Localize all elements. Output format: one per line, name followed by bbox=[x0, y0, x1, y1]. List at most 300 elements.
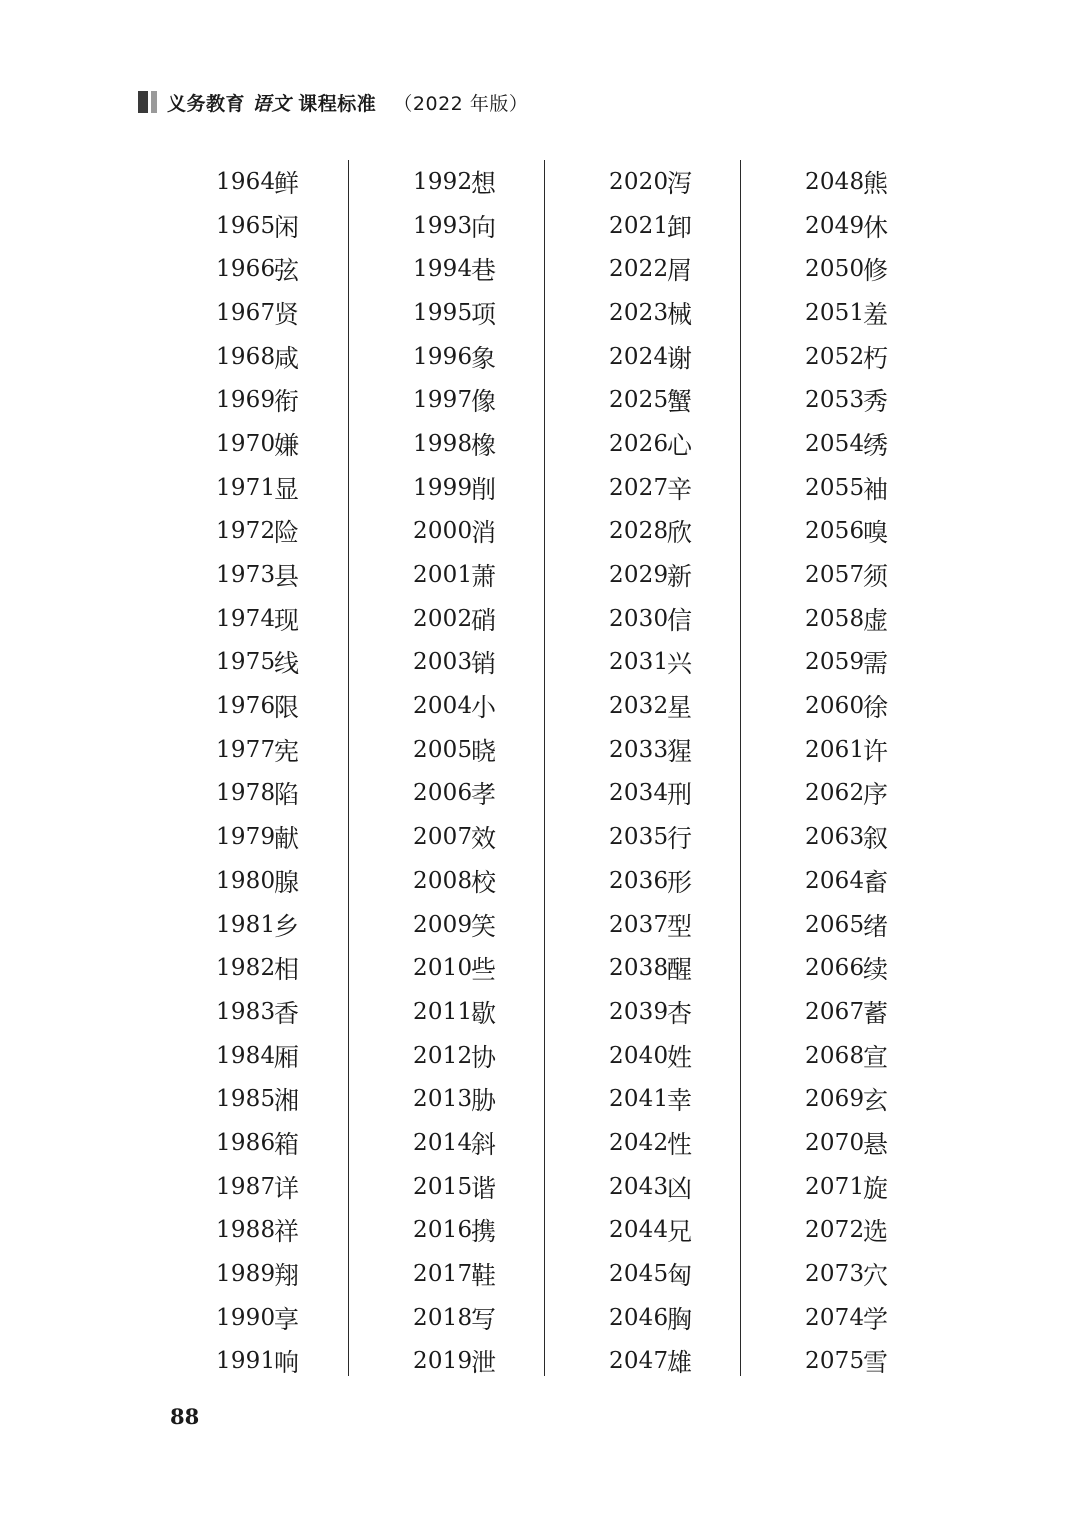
character-entry bbox=[216, 1165, 299, 1209]
entry-character: 贤 bbox=[274, 299, 300, 329]
entry-number: 2009 bbox=[413, 911, 473, 938]
entry-character: 选 bbox=[863, 1217, 889, 1247]
character-entry bbox=[216, 641, 299, 685]
entry-character: 翔 bbox=[274, 1261, 300, 1291]
entry-character: 信 bbox=[667, 605, 693, 635]
character-list bbox=[805, 160, 888, 1383]
character-column bbox=[544, 160, 740, 1376]
entry-number: 2074 bbox=[805, 1304, 865, 1331]
entry-character: 销 bbox=[471, 649, 497, 679]
entry-character: 旋 bbox=[863, 1173, 889, 1203]
entry-number: 1989 bbox=[216, 1261, 276, 1288]
character-entry bbox=[413, 1296, 496, 1340]
entry-number: 1971 bbox=[216, 474, 276, 501]
character-entry bbox=[413, 1077, 496, 1121]
entry-character: 玄 bbox=[863, 1086, 889, 1116]
entry-number: 1975 bbox=[216, 649, 276, 676]
entry-number: 2040 bbox=[609, 1042, 669, 1069]
entry-number: 2003 bbox=[413, 649, 473, 676]
character-entry bbox=[216, 1077, 299, 1121]
character-entry bbox=[413, 553, 496, 597]
entry-number: 1986 bbox=[216, 1129, 276, 1156]
entry-character: 显 bbox=[274, 474, 300, 504]
entry-number: 2066 bbox=[805, 955, 865, 982]
character-entry bbox=[216, 1034, 299, 1078]
entry-number: 2017 bbox=[413, 1261, 473, 1288]
entry-number: 1979 bbox=[216, 824, 276, 851]
character-entry bbox=[609, 903, 692, 947]
character-column bbox=[152, 160, 348, 1376]
entry-number: 2024 bbox=[609, 343, 669, 370]
entry-number: 1988 bbox=[216, 1217, 276, 1244]
entry-number: 2007 bbox=[413, 824, 473, 851]
entry-number: 1983 bbox=[216, 998, 276, 1025]
character-entry bbox=[413, 1209, 496, 1253]
entry-character: 县 bbox=[274, 562, 300, 592]
character-entry bbox=[413, 510, 496, 554]
character-entry bbox=[413, 466, 496, 510]
character-entry bbox=[216, 946, 299, 990]
character-entry bbox=[609, 160, 692, 204]
entry-number: 2026 bbox=[609, 430, 669, 457]
character-entry bbox=[805, 597, 888, 641]
entry-character: 宪 bbox=[274, 736, 300, 766]
entry-character: 秀 bbox=[863, 387, 889, 417]
page-number: 88 bbox=[170, 1404, 200, 1429]
entry-number: 2070 bbox=[805, 1129, 865, 1156]
entry-number: 1964 bbox=[216, 168, 276, 195]
entry-character: 衔 bbox=[274, 387, 300, 417]
entry-number: 2058 bbox=[805, 605, 865, 632]
entry-number: 2030 bbox=[609, 605, 669, 632]
entry-character: 嫌 bbox=[274, 430, 300, 460]
entry-character: 性 bbox=[667, 1129, 693, 1159]
character-entry bbox=[216, 335, 299, 379]
entry-number: 2073 bbox=[805, 1261, 865, 1288]
character-entry bbox=[609, 291, 692, 335]
entry-character: 歇 bbox=[471, 998, 497, 1028]
entry-character: 效 bbox=[471, 824, 497, 854]
character-entry bbox=[805, 466, 888, 510]
entry-number: 1973 bbox=[216, 562, 276, 589]
character-entry bbox=[805, 641, 888, 685]
character-entry bbox=[805, 291, 888, 335]
entry-number: 2060 bbox=[805, 693, 865, 720]
entry-character: 星 bbox=[667, 693, 693, 723]
book-edition: （2022 年版） bbox=[393, 92, 529, 115]
entry-number: 2048 bbox=[805, 168, 865, 195]
character-list bbox=[216, 160, 299, 1383]
character-entry bbox=[805, 1340, 888, 1384]
entry-character: 虚 bbox=[863, 605, 889, 635]
character-entry bbox=[216, 247, 299, 291]
character-entry bbox=[413, 1034, 496, 1078]
entry-number: 2062 bbox=[805, 780, 865, 807]
entry-character: 修 bbox=[863, 256, 889, 286]
entry-character: 险 bbox=[274, 518, 300, 548]
character-entry bbox=[805, 553, 888, 597]
character-entry bbox=[609, 1296, 692, 1340]
character-entry bbox=[216, 597, 299, 641]
entry-number: 1985 bbox=[216, 1086, 276, 1113]
entry-number: 2045 bbox=[609, 1261, 669, 1288]
entry-character: 湘 bbox=[274, 1086, 300, 1116]
entry-character: 蓄 bbox=[863, 998, 889, 1028]
character-entry bbox=[805, 946, 888, 990]
entry-character: 相 bbox=[274, 955, 300, 985]
character-entry bbox=[216, 1252, 299, 1296]
entry-number: 1993 bbox=[413, 212, 473, 239]
entry-character: 绣 bbox=[863, 430, 889, 460]
entry-number: 2054 bbox=[805, 430, 865, 457]
entry-number: 2072 bbox=[805, 1217, 865, 1244]
entry-character: 休 bbox=[863, 212, 889, 242]
entry-number: 2004 bbox=[413, 693, 473, 720]
entry-character: 箱 bbox=[274, 1129, 300, 1159]
character-list bbox=[609, 160, 692, 1383]
character-entry bbox=[609, 1077, 692, 1121]
entry-character: 悬 bbox=[863, 1129, 889, 1159]
character-entry bbox=[216, 815, 299, 859]
character-entry bbox=[609, 1340, 692, 1384]
character-entry bbox=[805, 422, 888, 466]
entry-character: 绪 bbox=[863, 911, 889, 941]
entry-character: 嗅 bbox=[863, 518, 889, 548]
entry-number: 2028 bbox=[609, 518, 669, 545]
entry-character: 徐 bbox=[863, 693, 889, 723]
character-entry bbox=[805, 1296, 888, 1340]
entry-character: 现 bbox=[274, 605, 300, 635]
entry-character: 咸 bbox=[274, 343, 300, 373]
entry-number: 1977 bbox=[216, 736, 276, 763]
entry-character: 宣 bbox=[863, 1042, 889, 1072]
character-entry bbox=[413, 946, 496, 990]
entry-character: 凶 bbox=[667, 1173, 693, 1203]
character-table bbox=[152, 160, 936, 1376]
entry-number: 2025 bbox=[609, 387, 669, 414]
entry-character: 屑 bbox=[667, 256, 693, 286]
character-entry bbox=[216, 1209, 299, 1253]
entry-character: 心 bbox=[667, 430, 693, 460]
entry-number: 1965 bbox=[216, 212, 276, 239]
character-entry bbox=[609, 1209, 692, 1253]
entry-number: 2016 bbox=[413, 1217, 473, 1244]
entry-character: 校 bbox=[471, 867, 497, 897]
entry-character: 熊 bbox=[863, 168, 889, 198]
entry-number: 1976 bbox=[216, 693, 276, 720]
character-entry bbox=[805, 510, 888, 554]
character-entry bbox=[805, 335, 888, 379]
entry-character: 蟹 bbox=[667, 387, 693, 417]
character-entry bbox=[413, 815, 496, 859]
entry-number: 1994 bbox=[413, 256, 473, 283]
entry-character: 学 bbox=[863, 1304, 889, 1334]
entry-number: 1969 bbox=[216, 387, 276, 414]
entry-number: 2044 bbox=[609, 1217, 669, 1244]
entry-number: 2051 bbox=[805, 299, 865, 326]
entry-character: 乡 bbox=[274, 911, 300, 941]
character-entry bbox=[609, 247, 692, 291]
entry-character: 小 bbox=[471, 693, 497, 723]
entry-character: 须 bbox=[863, 562, 889, 592]
entry-number: 1995 bbox=[413, 299, 473, 326]
entry-character: 享 bbox=[274, 1304, 300, 1334]
entry-character: 携 bbox=[471, 1217, 497, 1247]
character-entry bbox=[216, 990, 299, 1034]
entry-character: 形 bbox=[667, 867, 693, 897]
entry-character: 项 bbox=[471, 299, 497, 329]
entry-number: 2047 bbox=[609, 1348, 669, 1375]
character-entry bbox=[609, 466, 692, 510]
entry-character: 畜 bbox=[863, 867, 889, 897]
character-entry bbox=[805, 247, 888, 291]
entry-number: 2050 bbox=[805, 256, 865, 283]
entry-number: 1982 bbox=[216, 955, 276, 982]
entry-character: 限 bbox=[274, 693, 300, 723]
entry-character: 谢 bbox=[667, 343, 693, 373]
entry-number: 2027 bbox=[609, 474, 669, 501]
entry-character: 陷 bbox=[274, 780, 300, 810]
entry-number: 2013 bbox=[413, 1086, 473, 1113]
entry-character: 兴 bbox=[667, 649, 693, 679]
character-entry bbox=[216, 1340, 299, 1384]
entry-character: 弦 bbox=[274, 256, 300, 286]
character-entry bbox=[805, 772, 888, 816]
entry-number: 1991 bbox=[216, 1348, 276, 1375]
character-entry bbox=[805, 160, 888, 204]
entry-character: 辛 bbox=[667, 474, 693, 504]
character-entry bbox=[413, 990, 496, 1034]
entry-character: 羞 bbox=[863, 299, 889, 329]
entry-number: 2034 bbox=[609, 780, 669, 807]
character-entry bbox=[609, 946, 692, 990]
entry-character: 许 bbox=[863, 736, 889, 766]
entry-number: 1996 bbox=[413, 343, 473, 370]
entry-number: 2015 bbox=[413, 1173, 473, 1200]
entry-number: 2065 bbox=[805, 911, 865, 938]
entry-number: 2001 bbox=[413, 562, 473, 589]
entry-number: 1974 bbox=[216, 605, 276, 632]
entry-character: 醒 bbox=[667, 955, 693, 985]
character-entry bbox=[805, 1121, 888, 1165]
character-entry bbox=[609, 1252, 692, 1296]
entry-number: 2029 bbox=[609, 562, 669, 589]
character-entry bbox=[413, 772, 496, 816]
entry-number: 2056 bbox=[805, 518, 865, 545]
character-entry bbox=[216, 1296, 299, 1340]
character-entry bbox=[609, 641, 692, 685]
entry-character: 泄 bbox=[471, 1348, 497, 1378]
character-entry bbox=[609, 510, 692, 554]
book-title-main: 义务教育 bbox=[167, 92, 246, 115]
character-list bbox=[413, 160, 496, 1383]
entry-character: 详 bbox=[274, 1173, 300, 1203]
character-entry bbox=[413, 204, 496, 248]
header-mark-dark bbox=[138, 91, 148, 113]
entry-number: 2064 bbox=[805, 867, 865, 894]
character-entry bbox=[413, 903, 496, 947]
character-entry bbox=[216, 772, 299, 816]
entry-character: 姓 bbox=[667, 1042, 693, 1072]
entry-character: 续 bbox=[863, 955, 889, 985]
entry-character: 穴 bbox=[863, 1261, 889, 1291]
character-entry bbox=[216, 903, 299, 947]
entry-number: 2018 bbox=[413, 1304, 473, 1331]
character-entry bbox=[609, 772, 692, 816]
character-entry bbox=[805, 378, 888, 422]
running-header bbox=[138, 88, 528, 116]
entry-number: 1972 bbox=[216, 518, 276, 545]
entry-number: 1990 bbox=[216, 1304, 276, 1331]
entry-number: 2023 bbox=[609, 299, 669, 326]
entry-number: 2010 bbox=[413, 955, 473, 982]
entry-character: 泻 bbox=[667, 168, 693, 198]
character-entry bbox=[216, 291, 299, 335]
character-entry bbox=[609, 990, 692, 1034]
entry-character: 香 bbox=[274, 998, 300, 1028]
entry-number: 2022 bbox=[609, 256, 669, 283]
character-entry bbox=[413, 859, 496, 903]
character-entry bbox=[805, 859, 888, 903]
entry-number: 2041 bbox=[609, 1086, 669, 1113]
entry-number: 2021 bbox=[609, 212, 669, 239]
character-entry bbox=[413, 247, 496, 291]
entry-number: 2043 bbox=[609, 1173, 669, 1200]
entry-character: 谐 bbox=[471, 1173, 497, 1203]
entry-number: 2031 bbox=[609, 649, 669, 676]
entry-number: 2019 bbox=[413, 1348, 473, 1375]
entry-character: 写 bbox=[471, 1304, 497, 1334]
entry-number: 1967 bbox=[216, 299, 276, 326]
character-entry bbox=[413, 728, 496, 772]
character-entry bbox=[805, 1252, 888, 1296]
character-entry bbox=[413, 597, 496, 641]
character-entry bbox=[413, 1165, 496, 1209]
entry-character: 孝 bbox=[471, 780, 497, 810]
entry-number: 2069 bbox=[805, 1086, 865, 1113]
entry-number: 2075 bbox=[805, 1348, 865, 1375]
character-entry bbox=[609, 1165, 692, 1209]
character-entry bbox=[609, 684, 692, 728]
character-entry bbox=[609, 422, 692, 466]
character-entry bbox=[805, 1077, 888, 1121]
character-entry bbox=[609, 1121, 692, 1165]
entry-character: 需 bbox=[863, 649, 889, 679]
entry-number: 2014 bbox=[413, 1129, 473, 1156]
entry-number: 2055 bbox=[805, 474, 865, 501]
character-entry bbox=[609, 597, 692, 641]
entry-character: 袖 bbox=[863, 474, 889, 504]
entry-number: 2006 bbox=[413, 780, 473, 807]
character-entry bbox=[216, 466, 299, 510]
character-entry bbox=[609, 204, 692, 248]
entry-number: 2008 bbox=[413, 867, 473, 894]
entry-character: 鲜 bbox=[274, 168, 300, 198]
entry-character: 幸 bbox=[667, 1086, 693, 1116]
book-title-subject: 语文 bbox=[252, 92, 292, 115]
entry-character: 祥 bbox=[274, 1217, 300, 1247]
character-column bbox=[348, 160, 544, 1376]
entry-number: 2033 bbox=[609, 736, 669, 763]
character-entry bbox=[413, 1121, 496, 1165]
entry-character: 萧 bbox=[471, 562, 497, 592]
entry-character: 胸 bbox=[667, 1304, 693, 1334]
entry-number: 2011 bbox=[413, 998, 473, 1025]
entry-number: 1966 bbox=[216, 256, 276, 283]
entry-character: 闲 bbox=[274, 212, 300, 242]
character-entry bbox=[805, 204, 888, 248]
entry-number: 2057 bbox=[805, 562, 865, 589]
character-entry bbox=[216, 1121, 299, 1165]
entry-character: 斜 bbox=[471, 1129, 497, 1159]
character-entry bbox=[805, 1034, 888, 1078]
character-entry bbox=[805, 728, 888, 772]
entry-number: 2067 bbox=[805, 998, 865, 1025]
entry-number: 2053 bbox=[805, 387, 865, 414]
entry-character: 叙 bbox=[863, 824, 889, 854]
character-entry bbox=[216, 422, 299, 466]
entry-character: 硝 bbox=[471, 605, 497, 635]
character-entry bbox=[805, 903, 888, 947]
entry-character: 厢 bbox=[274, 1042, 300, 1072]
entry-number: 2068 bbox=[805, 1042, 865, 1069]
entry-character: 晓 bbox=[471, 736, 497, 766]
entry-number: 2000 bbox=[413, 518, 473, 545]
character-entry bbox=[805, 990, 888, 1034]
entry-character: 猩 bbox=[667, 736, 693, 766]
entry-number: 2005 bbox=[413, 736, 473, 763]
entry-character: 欣 bbox=[667, 518, 693, 548]
character-column bbox=[740, 160, 936, 1376]
character-entry bbox=[609, 859, 692, 903]
character-entry bbox=[413, 684, 496, 728]
character-entry bbox=[609, 1034, 692, 1078]
entry-number: 2036 bbox=[609, 867, 669, 894]
character-entry bbox=[413, 291, 496, 335]
character-entry bbox=[805, 1165, 888, 1209]
entry-number: 2002 bbox=[413, 605, 473, 632]
entry-number: 2059 bbox=[805, 649, 865, 676]
entry-character: 雪 bbox=[863, 1348, 889, 1378]
entry-character: 械 bbox=[667, 299, 693, 329]
entry-character: 杏 bbox=[667, 998, 693, 1028]
character-entry bbox=[216, 859, 299, 903]
character-entry bbox=[216, 204, 299, 248]
entry-number: 2039 bbox=[609, 998, 669, 1025]
entry-character: 削 bbox=[471, 474, 497, 504]
entry-character: 匈 bbox=[667, 1261, 693, 1291]
character-entry bbox=[805, 684, 888, 728]
character-entry bbox=[413, 335, 496, 379]
entry-number: 2020 bbox=[609, 168, 669, 195]
entry-character: 笑 bbox=[471, 911, 497, 941]
character-entry bbox=[216, 553, 299, 597]
entry-character: 橡 bbox=[471, 430, 497, 460]
entry-number: 1981 bbox=[216, 911, 276, 938]
entry-character: 向 bbox=[471, 212, 497, 242]
entry-number: 2052 bbox=[805, 343, 865, 370]
entry-number: 2071 bbox=[805, 1173, 865, 1200]
entry-number: 1978 bbox=[216, 780, 276, 807]
entry-character: 腺 bbox=[274, 867, 300, 897]
entry-number: 2035 bbox=[609, 824, 669, 851]
header-mark-light bbox=[151, 91, 157, 113]
entry-character: 朽 bbox=[863, 343, 889, 373]
character-entry bbox=[609, 378, 692, 422]
entry-character: 刑 bbox=[667, 780, 693, 810]
character-entry bbox=[609, 815, 692, 859]
character-entry bbox=[805, 815, 888, 859]
